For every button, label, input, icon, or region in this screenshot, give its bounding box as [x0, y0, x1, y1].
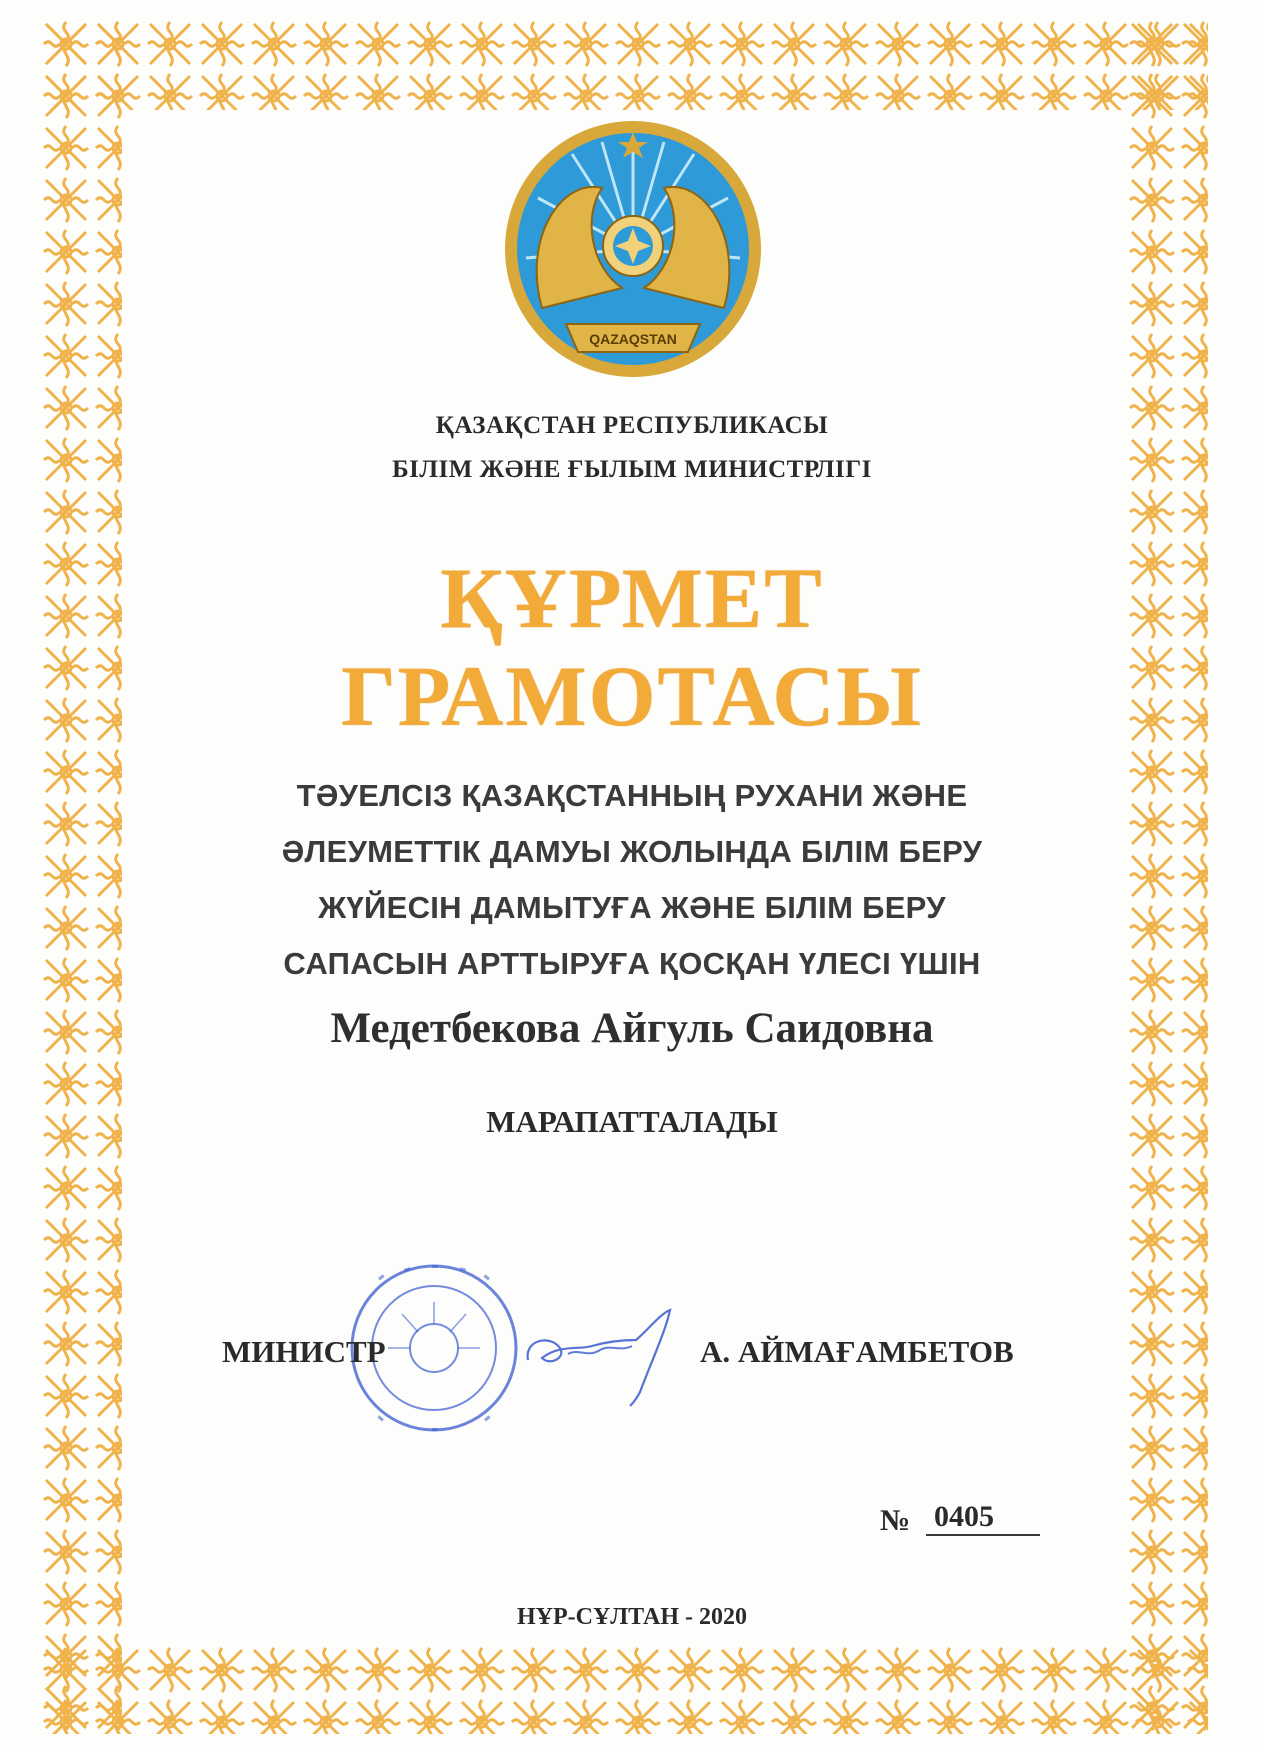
recipient-name: Медетбекова Айгуль Саидовна [330, 1005, 934, 1052]
ornament-border-bottom [40, 1644, 1208, 1734]
reason-line-2: ӘЛЕУМЕТТІК ДАМУЫ ЖОЛЫНДА БІЛІМ БЕРУ [281, 834, 983, 869]
ornament-border-left [40, 18, 122, 1734]
place-and-year: НҰР-СҰЛТАН - 2020 [516, 1604, 747, 1630]
reason-line-3: ЖҮЙЕСІН ДАМЫТУҒА ЖӘНЕ БІЛІМ БЕРУ [318, 890, 946, 925]
reason-line-4: САПАСЫН АРТТЫРУҒА ҚОСҚАН ҮЛЕСІ ҮШІН [283, 946, 981, 981]
reason-line-1: ТӘУЕЛСІЗ ҚАЗАҚСТАННЫҢ РУХАНИ ЖӘНЕ [296, 778, 968, 813]
title-line-2: ГРАМОТАСЫ [341, 648, 923, 744]
number-value: 0405 [926, 1500, 1040, 1536]
title-line-1: ҚҰРМЕТ [440, 550, 824, 646]
signatory-position: МИНИСТР [222, 1334, 386, 1369]
emblem-text: QAZAQSTAN [589, 331, 677, 347]
country-name: ҚАЗАҚСТАН РЕСПУБЛИКАСЫ [435, 412, 829, 439]
handwritten-signature-icon [520, 1300, 690, 1410]
awarded-text: МАРАПАТТАЛАДЫ [486, 1104, 778, 1139]
certificate-number [880, 1500, 1040, 1542]
ornament-border-top [40, 18, 1208, 110]
signatory-name: А. АЙМАҒАМБЕТОВ [700, 1334, 1014, 1369]
ministry-name: БІЛІМ ЖӘНЕ ҒЫЛЫМ МИНИСТРЛІГІ [392, 456, 872, 483]
state-emblem-icon [502, 118, 764, 380]
number-sign: № [880, 1504, 911, 1537]
ornament-border-right [1126, 18, 1208, 1734]
